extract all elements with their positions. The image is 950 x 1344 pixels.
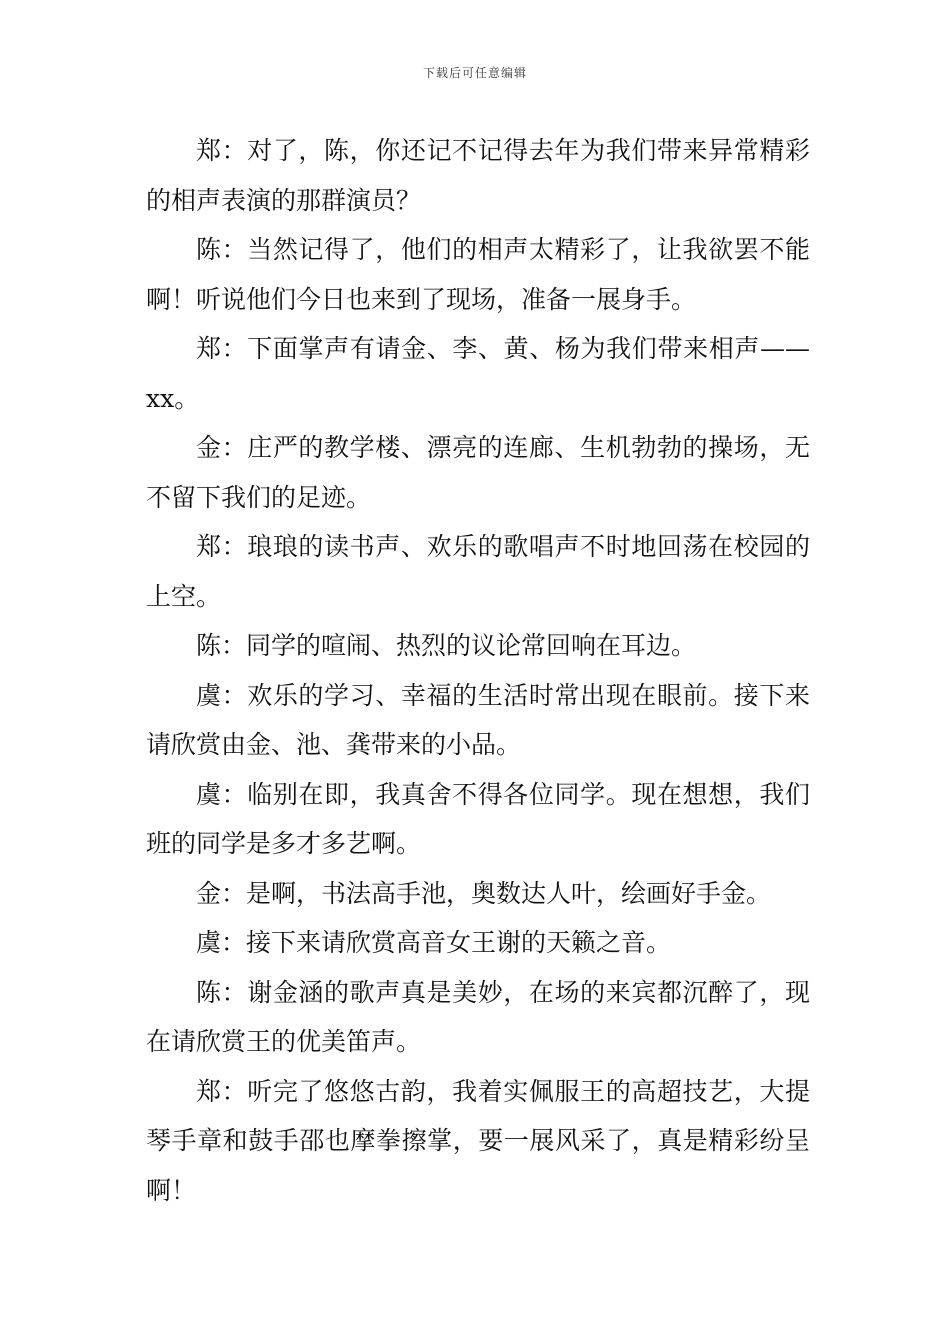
- dialogue-paragraph: 虞：接下来请欣赏高音女王谢的天籁之音。: [196, 928, 672, 957]
- dialogue-paragraph: 陈：谢金涵的歌声真是美妙，在场的来宾都沉醉了，现在请欣赏王的优美笛声。: [146, 977, 810, 1056]
- dialogue-paragraph: 陈：当然记得了，他们的相声太精彩了，让我欲罢不能啊！听说他们今日也来到了现场，准备一展身手。: [146, 235, 810, 314]
- dialogue-paragraph: 虞：欢乐的学习、幸福的生活时常出现在眼前。接下来请欣赏由金、池、龚带来的小品。: [146, 680, 810, 759]
- dialogue-paragraph: 郑：下面掌声有请金、李、黄、杨为我们带来相声——xx。: [146, 334, 810, 413]
- dialogue-paragraph: 郑：琅琅的读书声、欢乐的歌唱声不时地回荡在校园的上空。: [146, 532, 810, 611]
- dialogue-paragraph: 虞：临别在即，我真舍不得各位同学。现在想想，我们班的同学是多才多艺啊。: [146, 779, 810, 858]
- page-header: 下载后可任意编辑: [422, 66, 527, 80]
- dialogue-paragraph: 郑：对了，陈，你还记不记得去年为我们带来异常精彩的相声表演的那群演员？: [146, 136, 810, 215]
- dialogue-paragraph: 陈：同学的喧闹、热烈的议论常回响在耳边。: [196, 631, 697, 660]
- script-body: [146, 126, 810, 1215]
- dialogue-paragraph: 金：庄严的教学楼、漂亮的连廊、生机勃勃的操场，无不留下我们的足迹。: [146, 433, 810, 512]
- dialogue-paragraph: 郑：听完了悠悠古韵，我着实佩服王的高超技艺，大提琴手章和鼓手邵也摩拳擦掌，要一展风采了，真是精彩纷呈啊！: [146, 1076, 810, 1205]
- dialogue-paragraph: 金：是啊，书法高手池，奥数达人叶，绘画好手金。: [196, 878, 772, 908]
